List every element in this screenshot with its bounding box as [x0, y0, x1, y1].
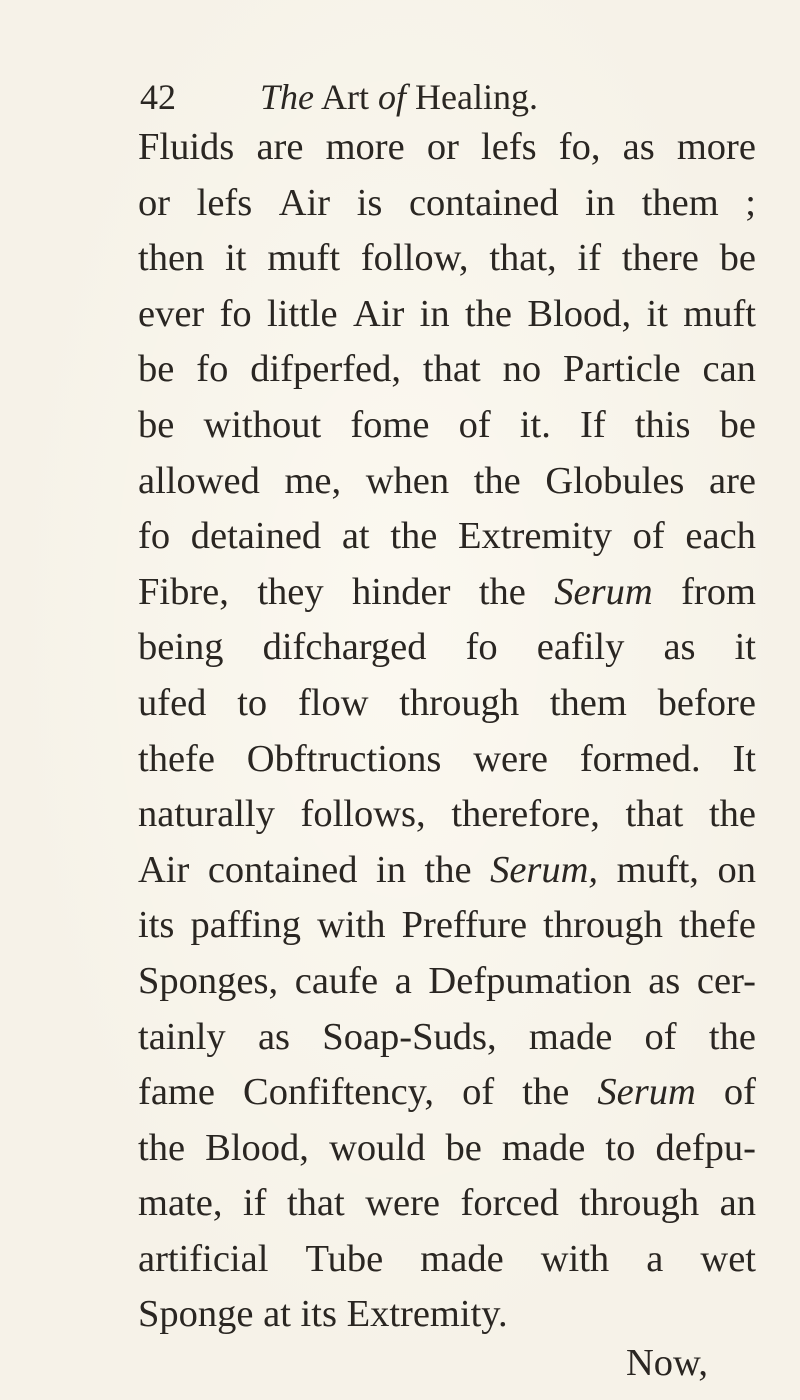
word: if	[242, 1182, 267, 1225]
word: wet	[700, 1237, 756, 1280]
word: of	[644, 1015, 677, 1058]
text-line	[138, 732, 756, 788]
word: ufed	[138, 681, 207, 724]
word: would	[329, 1126, 426, 1169]
word: being	[138, 626, 224, 669]
word: is	[356, 181, 383, 224]
word: thefe	[679, 904, 756, 947]
word: fo	[196, 348, 229, 391]
word: fo,	[558, 126, 601, 168]
word: it.	[519, 403, 551, 446]
body-text	[138, 120, 756, 1343]
word: on	[717, 848, 756, 891]
word: Globules	[545, 459, 685, 502]
word: in	[376, 848, 406, 891]
text-line	[138, 954, 756, 1010]
word: Air	[138, 848, 190, 891]
word: it	[734, 626, 756, 669]
word: or	[426, 126, 459, 168]
text-line	[138, 231, 756, 287]
running-title	[260, 72, 538, 122]
word: of	[458, 403, 491, 446]
word: Sponges,	[138, 959, 279, 1002]
word: fo	[138, 515, 171, 558]
word: the	[478, 570, 526, 613]
word: that	[625, 793, 684, 836]
word: fame	[138, 1071, 215, 1114]
word: a	[646, 1237, 664, 1280]
word: each	[685, 515, 756, 558]
word: difperfed,	[250, 348, 401, 391]
text-line	[138, 1232, 756, 1288]
word: the	[708, 1015, 756, 1058]
word: an	[719, 1182, 756, 1225]
text-line	[138, 676, 756, 732]
word: are	[256, 126, 304, 168]
word: Extremity.	[346, 1293, 508, 1336]
text-line	[138, 176, 756, 232]
word: no	[502, 348, 542, 391]
word: Air	[352, 292, 405, 335]
word: the	[464, 292, 513, 335]
word: It	[732, 737, 756, 780]
word: were	[365, 1182, 441, 1225]
word: in	[419, 292, 450, 335]
word: muft,	[616, 848, 699, 891]
text-line	[138, 1010, 756, 1066]
word: tainly	[138, 1015, 226, 1058]
word: be	[138, 403, 175, 446]
word: from	[681, 570, 756, 613]
word: naturally	[138, 793, 275, 836]
word: If	[580, 403, 606, 446]
word: then	[138, 237, 205, 280]
word: Tube	[305, 1237, 384, 1280]
text-line	[138, 287, 756, 343]
word: hinder	[352, 570, 451, 613]
word: them	[549, 681, 627, 724]
word: artificial	[138, 1237, 269, 1280]
word: of	[723, 1071, 756, 1114]
text-line	[138, 1176, 756, 1232]
word: flow	[297, 681, 369, 724]
text-line	[138, 787, 756, 843]
text-line	[138, 1287, 756, 1343]
word: ever	[138, 292, 205, 335]
word: Soap-Suds,	[322, 1015, 497, 1058]
word: them	[641, 181, 719, 224]
word: this	[634, 403, 691, 446]
word: there	[621, 237, 699, 280]
running-header	[140, 72, 660, 122]
text-line	[138, 398, 756, 454]
word: its	[138, 904, 175, 947]
text-line	[138, 509, 756, 565]
word: are	[709, 459, 756, 502]
page-number: 42	[140, 77, 176, 117]
word: detained	[190, 515, 322, 558]
word: before	[657, 681, 756, 724]
word: little	[267, 292, 338, 335]
word: paffing	[190, 904, 301, 947]
word: it	[646, 292, 668, 335]
word: lefs	[196, 181, 253, 224]
text-line	[138, 620, 756, 676]
word: Obftructions	[246, 737, 442, 780]
word: Air	[278, 181, 331, 224]
text-line	[138, 342, 756, 398]
word: more	[676, 126, 756, 168]
word: of	[632, 515, 665, 558]
word: be	[138, 348, 175, 391]
word: as	[663, 626, 696, 669]
word: made	[528, 1015, 613, 1058]
word: through	[399, 681, 520, 724]
word: me,	[284, 459, 342, 502]
text-line	[138, 1121, 756, 1177]
word: that	[422, 348, 481, 391]
word: as	[648, 959, 681, 1002]
word: difcharged	[262, 626, 427, 669]
word: that	[286, 1182, 345, 1225]
word: Serum	[597, 1071, 696, 1114]
word: with	[317, 904, 386, 947]
word: the	[424, 848, 472, 891]
word: made	[420, 1237, 504, 1280]
word: ;	[745, 181, 756, 224]
word: lefs	[481, 126, 537, 168]
word: fome	[350, 403, 430, 446]
word: with	[540, 1237, 610, 1280]
word: Preffure	[401, 904, 528, 947]
word: the	[138, 1126, 186, 1169]
word: the	[390, 515, 438, 558]
word: the	[473, 459, 521, 502]
word: to	[605, 1126, 636, 1169]
running-title-of: of	[378, 77, 407, 117]
word: Fluids	[138, 126, 235, 168]
word: without	[203, 403, 322, 446]
word: can	[702, 348, 756, 391]
word: Particle	[562, 348, 681, 391]
word: Sponge	[138, 1293, 254, 1336]
word: cer-	[696, 959, 756, 1002]
word: formed.	[579, 737, 701, 780]
word: be	[719, 237, 756, 280]
text-line	[138, 898, 756, 954]
word: muft	[683, 292, 756, 335]
word: made	[501, 1126, 586, 1169]
word: be	[719, 403, 756, 446]
word: follows,	[300, 793, 426, 836]
word: Defpumation	[428, 959, 632, 1002]
word: the	[708, 793, 756, 836]
text-line	[138, 565, 756, 621]
word: through	[543, 904, 663, 947]
word: in	[585, 181, 616, 224]
word: Serum	[554, 570, 653, 613]
text-line	[138, 843, 756, 899]
word: that,	[489, 237, 557, 280]
text-line	[138, 454, 756, 510]
word: follow,	[360, 237, 469, 280]
word: to	[237, 681, 268, 724]
word: its	[300, 1293, 337, 1336]
word: a	[394, 959, 412, 1002]
word: fo	[465, 626, 498, 669]
word: caufe	[294, 959, 379, 1002]
word: as	[622, 126, 655, 168]
word: be	[445, 1126, 482, 1169]
word: contained	[408, 181, 559, 224]
running-title-art: Art	[321, 77, 370, 117]
word: of	[462, 1071, 495, 1114]
word: were	[473, 737, 548, 780]
catchword: Now,	[626, 1342, 708, 1384]
word: or	[138, 181, 171, 224]
word: muft	[267, 237, 341, 280]
word: thefe	[138, 737, 215, 780]
word: more	[325, 126, 405, 168]
word: the	[522, 1071, 570, 1114]
word: Serum,	[490, 848, 599, 891]
text-line	[138, 1065, 756, 1121]
word: when	[365, 459, 450, 502]
word: Blood,	[527, 292, 632, 335]
word: Extremity	[458, 515, 612, 558]
word: therefore,	[451, 793, 600, 836]
word: mate,	[138, 1182, 223, 1225]
word: Fibre,	[138, 570, 229, 613]
word: contained	[207, 848, 358, 891]
word: at	[263, 1293, 291, 1336]
running-title-the: The	[260, 77, 314, 117]
text-line	[138, 120, 756, 176]
word: eafily	[536, 626, 625, 669]
word: Blood,	[205, 1126, 309, 1169]
running-title-healing: Healing.	[415, 77, 538, 117]
word: as	[257, 1015, 291, 1058]
word: allowed	[138, 459, 260, 502]
word: Confiftency,	[243, 1071, 435, 1114]
word: through	[579, 1182, 700, 1225]
word: if	[577, 237, 602, 280]
word: defpu-	[655, 1126, 756, 1169]
word: fo	[219, 292, 252, 335]
word: at	[341, 515, 370, 558]
word: it	[225, 237, 247, 280]
word: forced	[460, 1182, 559, 1225]
word: they	[257, 570, 324, 613]
